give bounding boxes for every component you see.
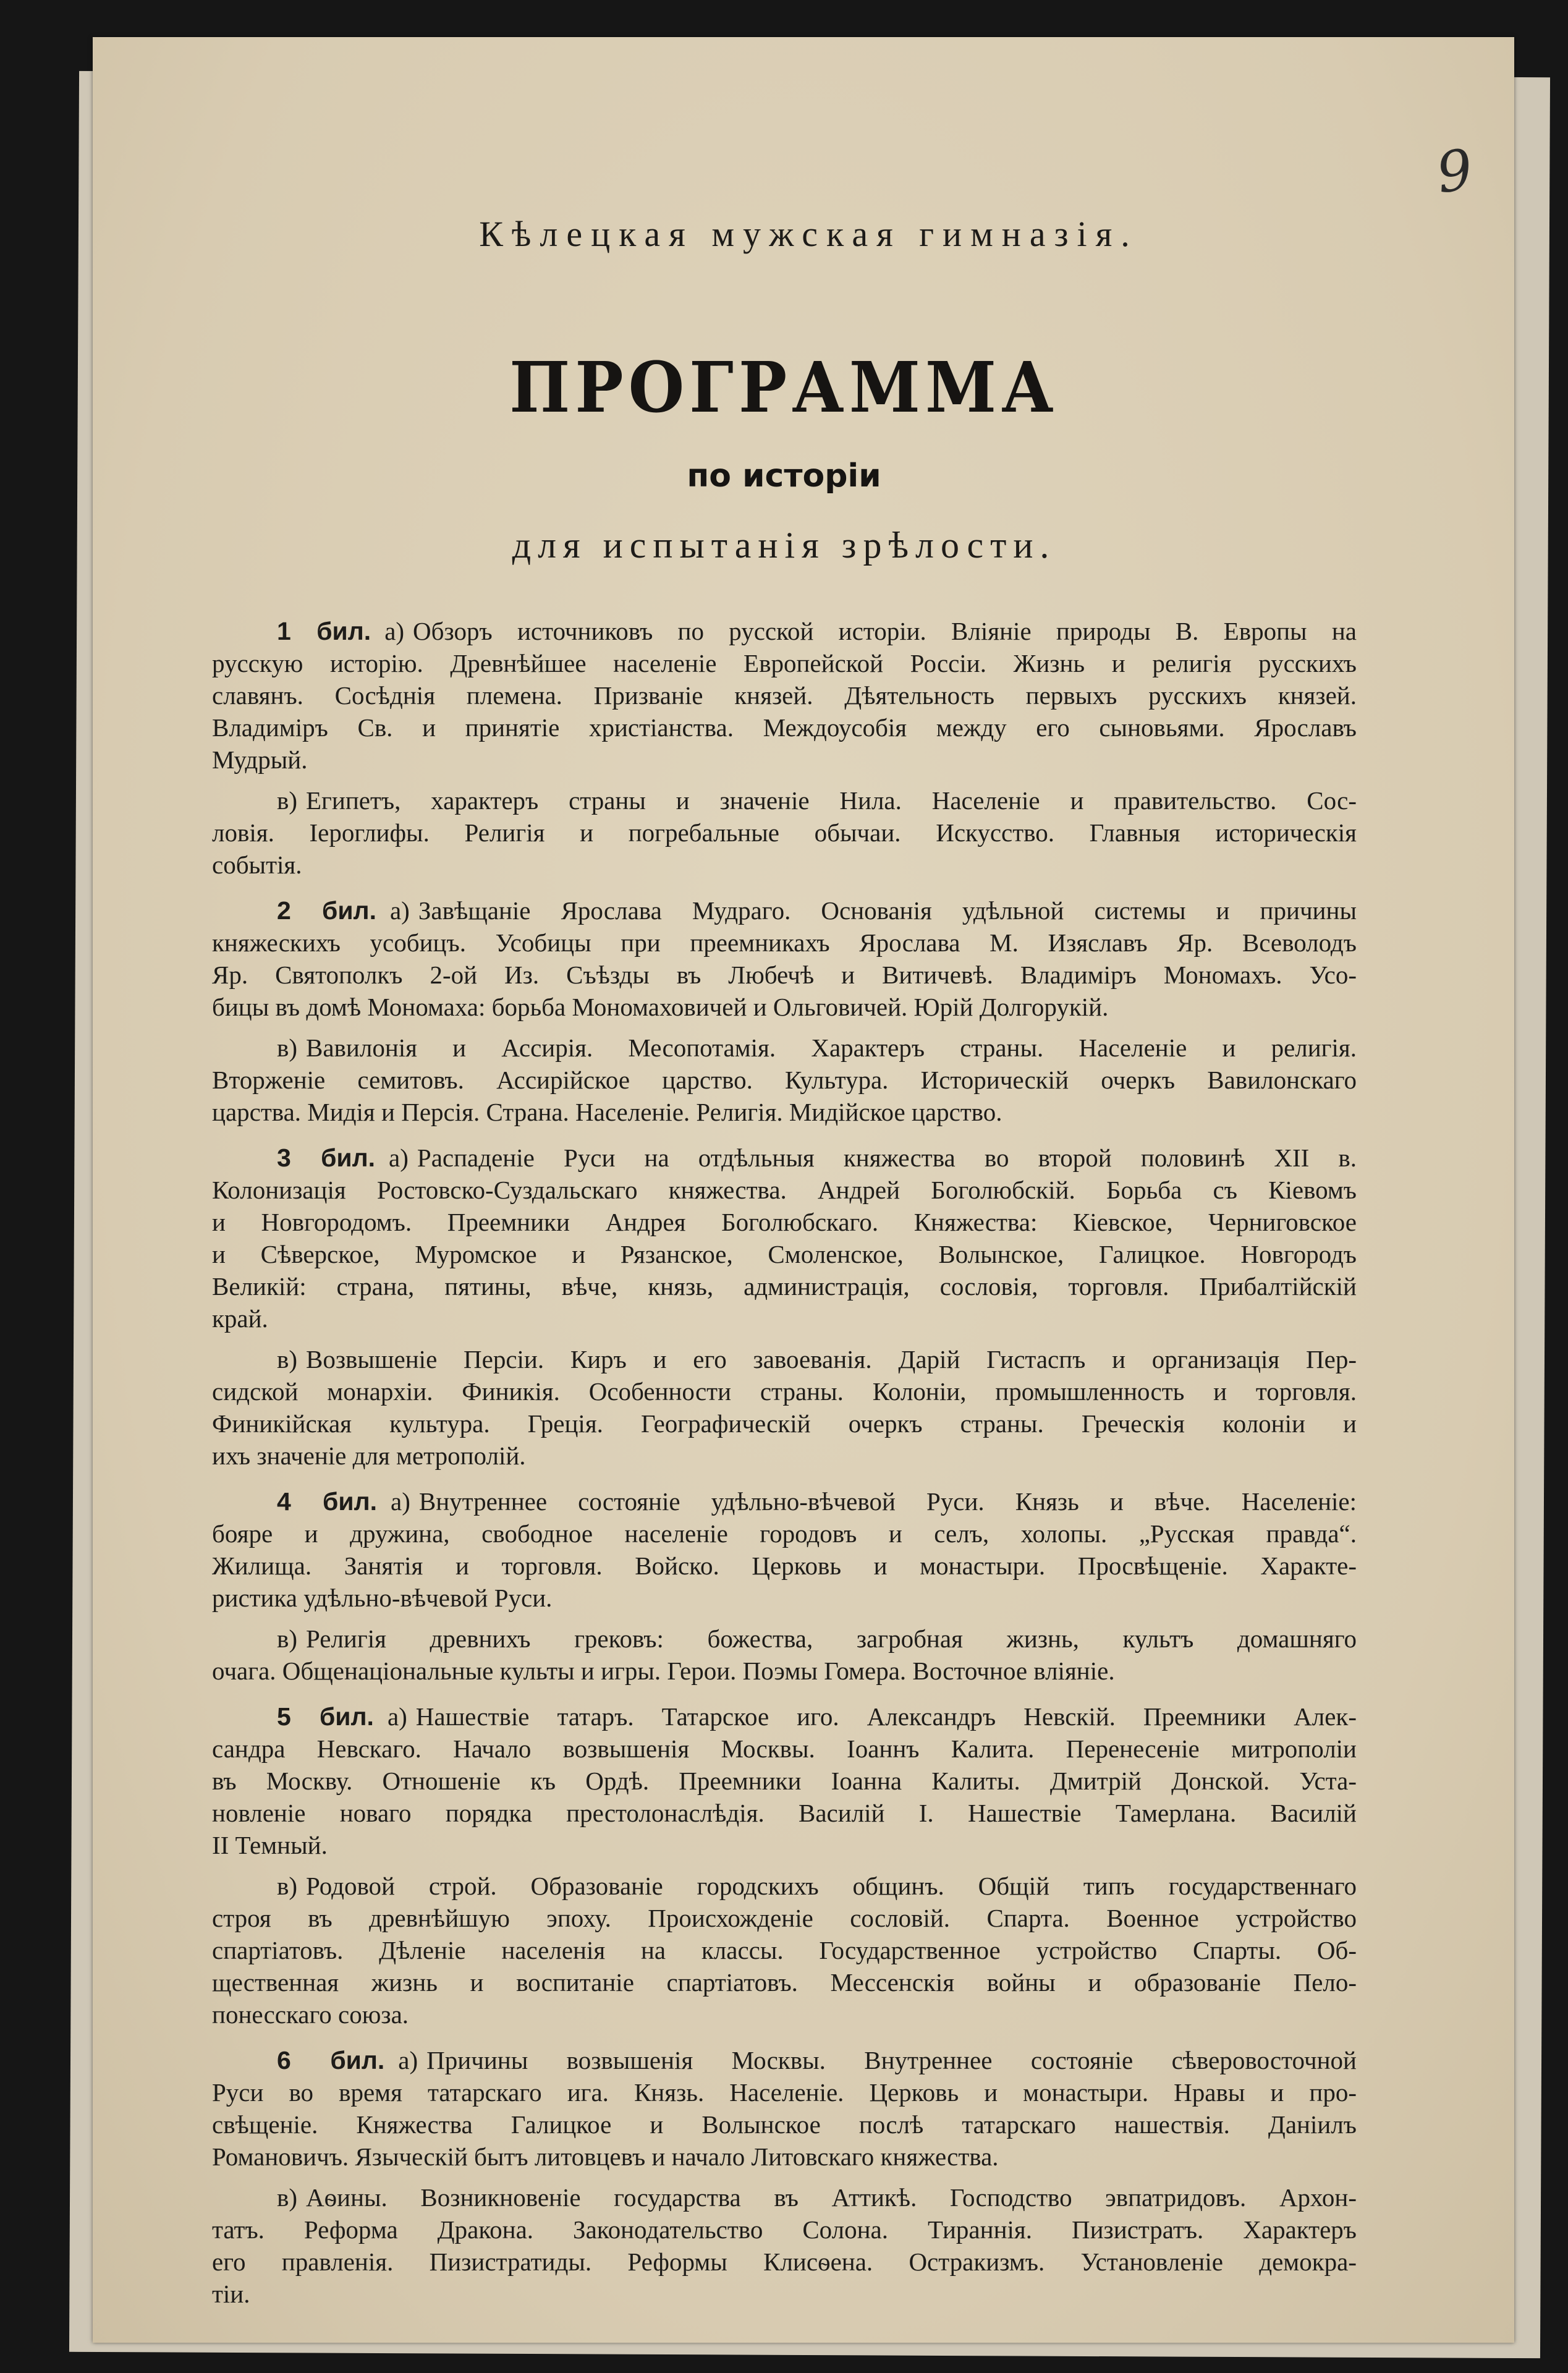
line-text: Нашествіе татаръ. Татарское иго. Александръ Невскій. Преемники Алек- (415, 1702, 1357, 1731)
line-text: щественная жизнь и воспитаніе спартіатовъ. Мессенскія войны и образованіе Пело- (212, 1968, 1357, 1997)
line-text: строя въ древнѣйшую эпоху. Происхожденіе сословій. Спарта. Военное устройство (212, 1904, 1357, 1932)
part-letter: а) (384, 617, 405, 645)
line-text: край. (212, 1304, 268, 1333)
text-line (212, 2141, 1357, 2173)
part-letter: в) (277, 1034, 298, 1062)
exam-ticket (212, 2044, 1357, 2310)
text-line (212, 1902, 1357, 1934)
line-text: Романовичъ. Языческій бытъ литовцевъ и начало Литовскаго княжества. (212, 2142, 999, 2171)
ticket-part (212, 1870, 1357, 2031)
ticket-part (212, 1032, 1357, 1128)
text-line (212, 1829, 1357, 1861)
text-line (212, 1934, 1357, 1966)
ticket-part (212, 1623, 1357, 1687)
ticket-label: 6 бил. (277, 2046, 385, 2074)
line-text: ловія. Іероглифы. Религія и погребальные обычаи. Искусство. Главныя историческія (212, 818, 1357, 847)
line-text: Вавилонія и Ассирія. Месопотамія. Характеръ страны. Населеніе и религія. (306, 1034, 1357, 1062)
line-text: татъ. Реформа Дракона. Законодательство Солона. Тираннія. Пизистратъ. Характеръ (212, 2215, 1357, 2244)
line-text: спартіатовъ. Дѣленіе населенія на классы. Государственное устройство Спарты. Об- (212, 1936, 1357, 1964)
ticket-part (212, 894, 1357, 1023)
line-text: понесскаго союза. (212, 2000, 409, 2029)
text-line (212, 1440, 1357, 1472)
line-text: Владиміръ Св. и принятіе христіанства. Междоусобія между его сыновьями. Ярославъ (212, 713, 1357, 742)
exam-ticket (212, 1485, 1357, 1687)
ticket-label: 4 бил. (277, 1487, 378, 1516)
text-line (212, 1765, 1357, 1797)
ticket-label: 2 бил. (277, 896, 376, 925)
line-text: сидской монархіи. Финикія. Особенности страны. Колоніи, промышленность и торговля. (212, 1377, 1357, 1406)
line-text: Колонизація Ростовско-Суздальскаго княжества. Андрей Боголюбскій. Борьба съ Кіевомъ (212, 1176, 1357, 1204)
exam-purpose: для испытанія зрѣлости. (512, 525, 1056, 566)
text-line (212, 1174, 1357, 1206)
part-letter: в) (277, 2183, 298, 2212)
ticket-label: 1 бил. (277, 617, 371, 645)
line-text: Религія древнихъ грековъ: божества, загробная жизнь, культъ домашняго (306, 1624, 1357, 1653)
text-line (212, 1797, 1357, 1829)
text-line (212, 1518, 1357, 1550)
text-line (212, 927, 1357, 959)
exam-ticket (212, 894, 1357, 1128)
line-text: Аѳины. Возникновеніе государства въ Аттикѣ. Господство эвпатридовъ. Архон- (306, 2183, 1357, 2212)
text-line (212, 784, 1357, 817)
handwritten-page-number: 9 (1432, 137, 1477, 206)
line-text: свѣщеніе. Княжества Галицкое и Волынское послѣ татарскаго нашествія. Даніилъ (212, 2110, 1357, 2139)
text-line (212, 2181, 1357, 2214)
text-line (212, 1485, 1357, 1518)
line-text: Причины возвышенія Москвы. Внутреннее состояніе сѣверовосточной (426, 2046, 1357, 2074)
text-line (212, 817, 1357, 849)
text-line (212, 1870, 1357, 1902)
line-text: сандра Невскаго. Начало возвышенія Москвы. Іоаннъ Калита. Перенесеніе митрополіи (212, 1734, 1357, 1763)
line-text: Возвышеніе Персіи. Киръ и его завоеванія. Дарій Гистаспъ и организація Пер- (306, 1345, 1357, 1373)
line-text: въ Москву. Отношеніе къ Ордѣ. Преемники Іоанна Калиты. Дмитрій Донской. Уста- (212, 1767, 1357, 1795)
line-text: ристика удѣльно-вѣчевой Руси. (212, 1584, 553, 1612)
subject-heading: по исторіи (687, 457, 881, 495)
part-letter: а) (387, 1702, 407, 1731)
line-text: Мудрый. (212, 745, 308, 774)
text-line (212, 1343, 1357, 1375)
text-line (212, 2044, 1357, 2076)
part-letter: а) (389, 1144, 409, 1172)
text-line (212, 1998, 1357, 2031)
line-text: очага. Общенаціональные культы и игры. Герои. Поэмы Гомера. Восточное вліяніе. (212, 1657, 1115, 1685)
ticket-part (212, 1700, 1357, 1861)
text-line (212, 1966, 1357, 1998)
part-letter: а) (398, 2046, 418, 2074)
text-line (212, 711, 1357, 744)
line-text: Внутреннее состояніе удѣльно-вѣчевой Руси. Князь и вѣче. Населеніе: (418, 1487, 1357, 1516)
part-letter: а) (391, 1487, 410, 1516)
text-line (212, 991, 1357, 1023)
line-text: Обзоръ источниковъ по русской исторіи. Вліяніе природы В. Европы на (413, 617, 1357, 645)
ticket-label: 3 бил. (277, 1144, 376, 1172)
exam-ticket (212, 615, 1357, 881)
line-text: Жилища. Занятія и торговля. Войско. Церковь и монастыри. Просвѣщеніе. Характе- (212, 1552, 1357, 1580)
text-line (212, 1032, 1357, 1064)
text-line (212, 959, 1357, 991)
line-text: новленіе новаго порядка престолонаслѣдія. Василій I. Нашествіе Тамерлана. Василій (212, 1799, 1357, 1827)
text-line (212, 1655, 1357, 1687)
line-text: и Новгородомъ. Преемники Андрея Боголюбскаго. Княжества: Кіевское, Черниговское (212, 1208, 1357, 1236)
line-text: Распаденіе Руси на отдѣльныя княжества во второй половинѣ XII в. (417, 1144, 1357, 1172)
text-line (212, 1733, 1357, 1765)
line-text: царства. Мидія и Персія. Страна. Населеніе. Религія. Мидійское царство. (212, 1098, 1002, 1126)
part-letter: в) (277, 1872, 298, 1900)
line-text: княжескихъ усобицъ. Усобицы при преемникахъ Ярослава М. Изяславъ Яр. Всеволодъ (212, 928, 1357, 957)
text-line (212, 744, 1357, 776)
line-text: Финикійская культура. Греція. Географическій очеркъ страны. Греческія колоніи и (212, 1409, 1357, 1438)
line-text: бицы въ домѣ Мономаха: борьба Мономаховичей и Ольговичей. Юрій Долгорукій. (212, 993, 1109, 1021)
exam-ticket (212, 1700, 1357, 2031)
ticket-list (212, 615, 1357, 2324)
text-line (212, 1375, 1357, 1407)
ticket-part (212, 615, 1357, 776)
part-letter: в) (277, 1345, 298, 1373)
line-text: и Сѣверское, Муромское и Рязанское, Смоленское, Волынское, Галицкое. Новгородъ (212, 1240, 1357, 1268)
line-text: Родовой строй. Образованіе городскихъ общинъ. Общій типъ государственнаго (306, 1872, 1357, 1900)
text-line (212, 1302, 1357, 1335)
document-title: ПРОГРАММА (509, 346, 1059, 428)
text-line (212, 615, 1357, 647)
text-line (212, 647, 1357, 679)
text-line (212, 2278, 1357, 2310)
text-line (212, 1064, 1357, 1096)
text-line (212, 1270, 1357, 1302)
text-line (212, 849, 1357, 881)
text-line (212, 2108, 1357, 2141)
line-text: бояре и дружина, свободное населеніе городовъ и селъ, холопы. „Русская правда“. (212, 1519, 1357, 1548)
text-line (212, 894, 1357, 927)
line-text: событія. (212, 851, 302, 879)
ticket-part (212, 1142, 1357, 1335)
text-line (212, 1623, 1357, 1655)
text-line (212, 1407, 1357, 1440)
line-text: ихъ значеніе для метрополій. (212, 1441, 526, 1470)
ticket-part (212, 2044, 1357, 2173)
text-line (212, 2076, 1357, 2108)
ticket-label: 5 бил. (277, 1702, 374, 1731)
ticket-part (212, 784, 1357, 881)
line-text: Египетъ, характеръ страны и значеніе Нила. Населеніе и правительство. Сос- (306, 786, 1357, 815)
line-text: Руси во время татарскаго ига. Князь. Населеніе. Церковь и монастыри. Нравы и про- (212, 2078, 1357, 2107)
text-line (212, 2246, 1357, 2278)
line-text: Завѣщаніе Ярослава Мудраго. Основанія удѣльной системы и причины (418, 896, 1357, 925)
text-line (212, 1142, 1357, 1174)
ticket-part (212, 1485, 1357, 1614)
text-line (212, 1550, 1357, 1582)
part-letter: а) (389, 896, 410, 925)
line-text: его правленія. Пизистратиды. Реформы Клисѳена. Остракизмъ. Установленіе демокра- (212, 2248, 1357, 2276)
line-text: II Темный. (212, 1831, 328, 1859)
line-text: Великій: страна, пятины, вѣче, князь, администрація, сословія, торговля. Прибалтійскій (212, 1272, 1357, 1301)
line-text: славянъ. Сосѣднія племена. Призваніе князей. Дѣятельность первыхъ русскихъ князей. (212, 681, 1357, 710)
line-text: Яр. Святополкъ 2-ой Из. Съѣзды въ Любечѣ и Витичевѣ. Владиміръ Мономахъ. Усо- (212, 961, 1357, 989)
part-letter: в) (277, 786, 298, 815)
text-line (212, 1206, 1357, 1238)
line-text: тіи. (212, 2280, 250, 2308)
line-text: русскую исторію. Древнѣйшее населеніе Европейской Россіи. Жизнь и религія русскихъ (212, 649, 1357, 677)
text-line (212, 1700, 1357, 1733)
text-line (212, 1238, 1357, 1270)
school-name: Кѣлецкая мужская гимназія. (479, 214, 1138, 254)
text-line (212, 2214, 1357, 2246)
ticket-part (212, 2181, 1357, 2310)
ticket-part (212, 1343, 1357, 1472)
text-line (212, 1096, 1357, 1128)
line-text: Вторженіе семитовъ. Ассирійское царство. Культура. Историческій очеркъ Вавилонскаго (212, 1066, 1357, 1094)
part-letter: в) (277, 1624, 298, 1653)
text-line (212, 1582, 1357, 1614)
exam-ticket (212, 1142, 1357, 1472)
text-line (212, 679, 1357, 711)
